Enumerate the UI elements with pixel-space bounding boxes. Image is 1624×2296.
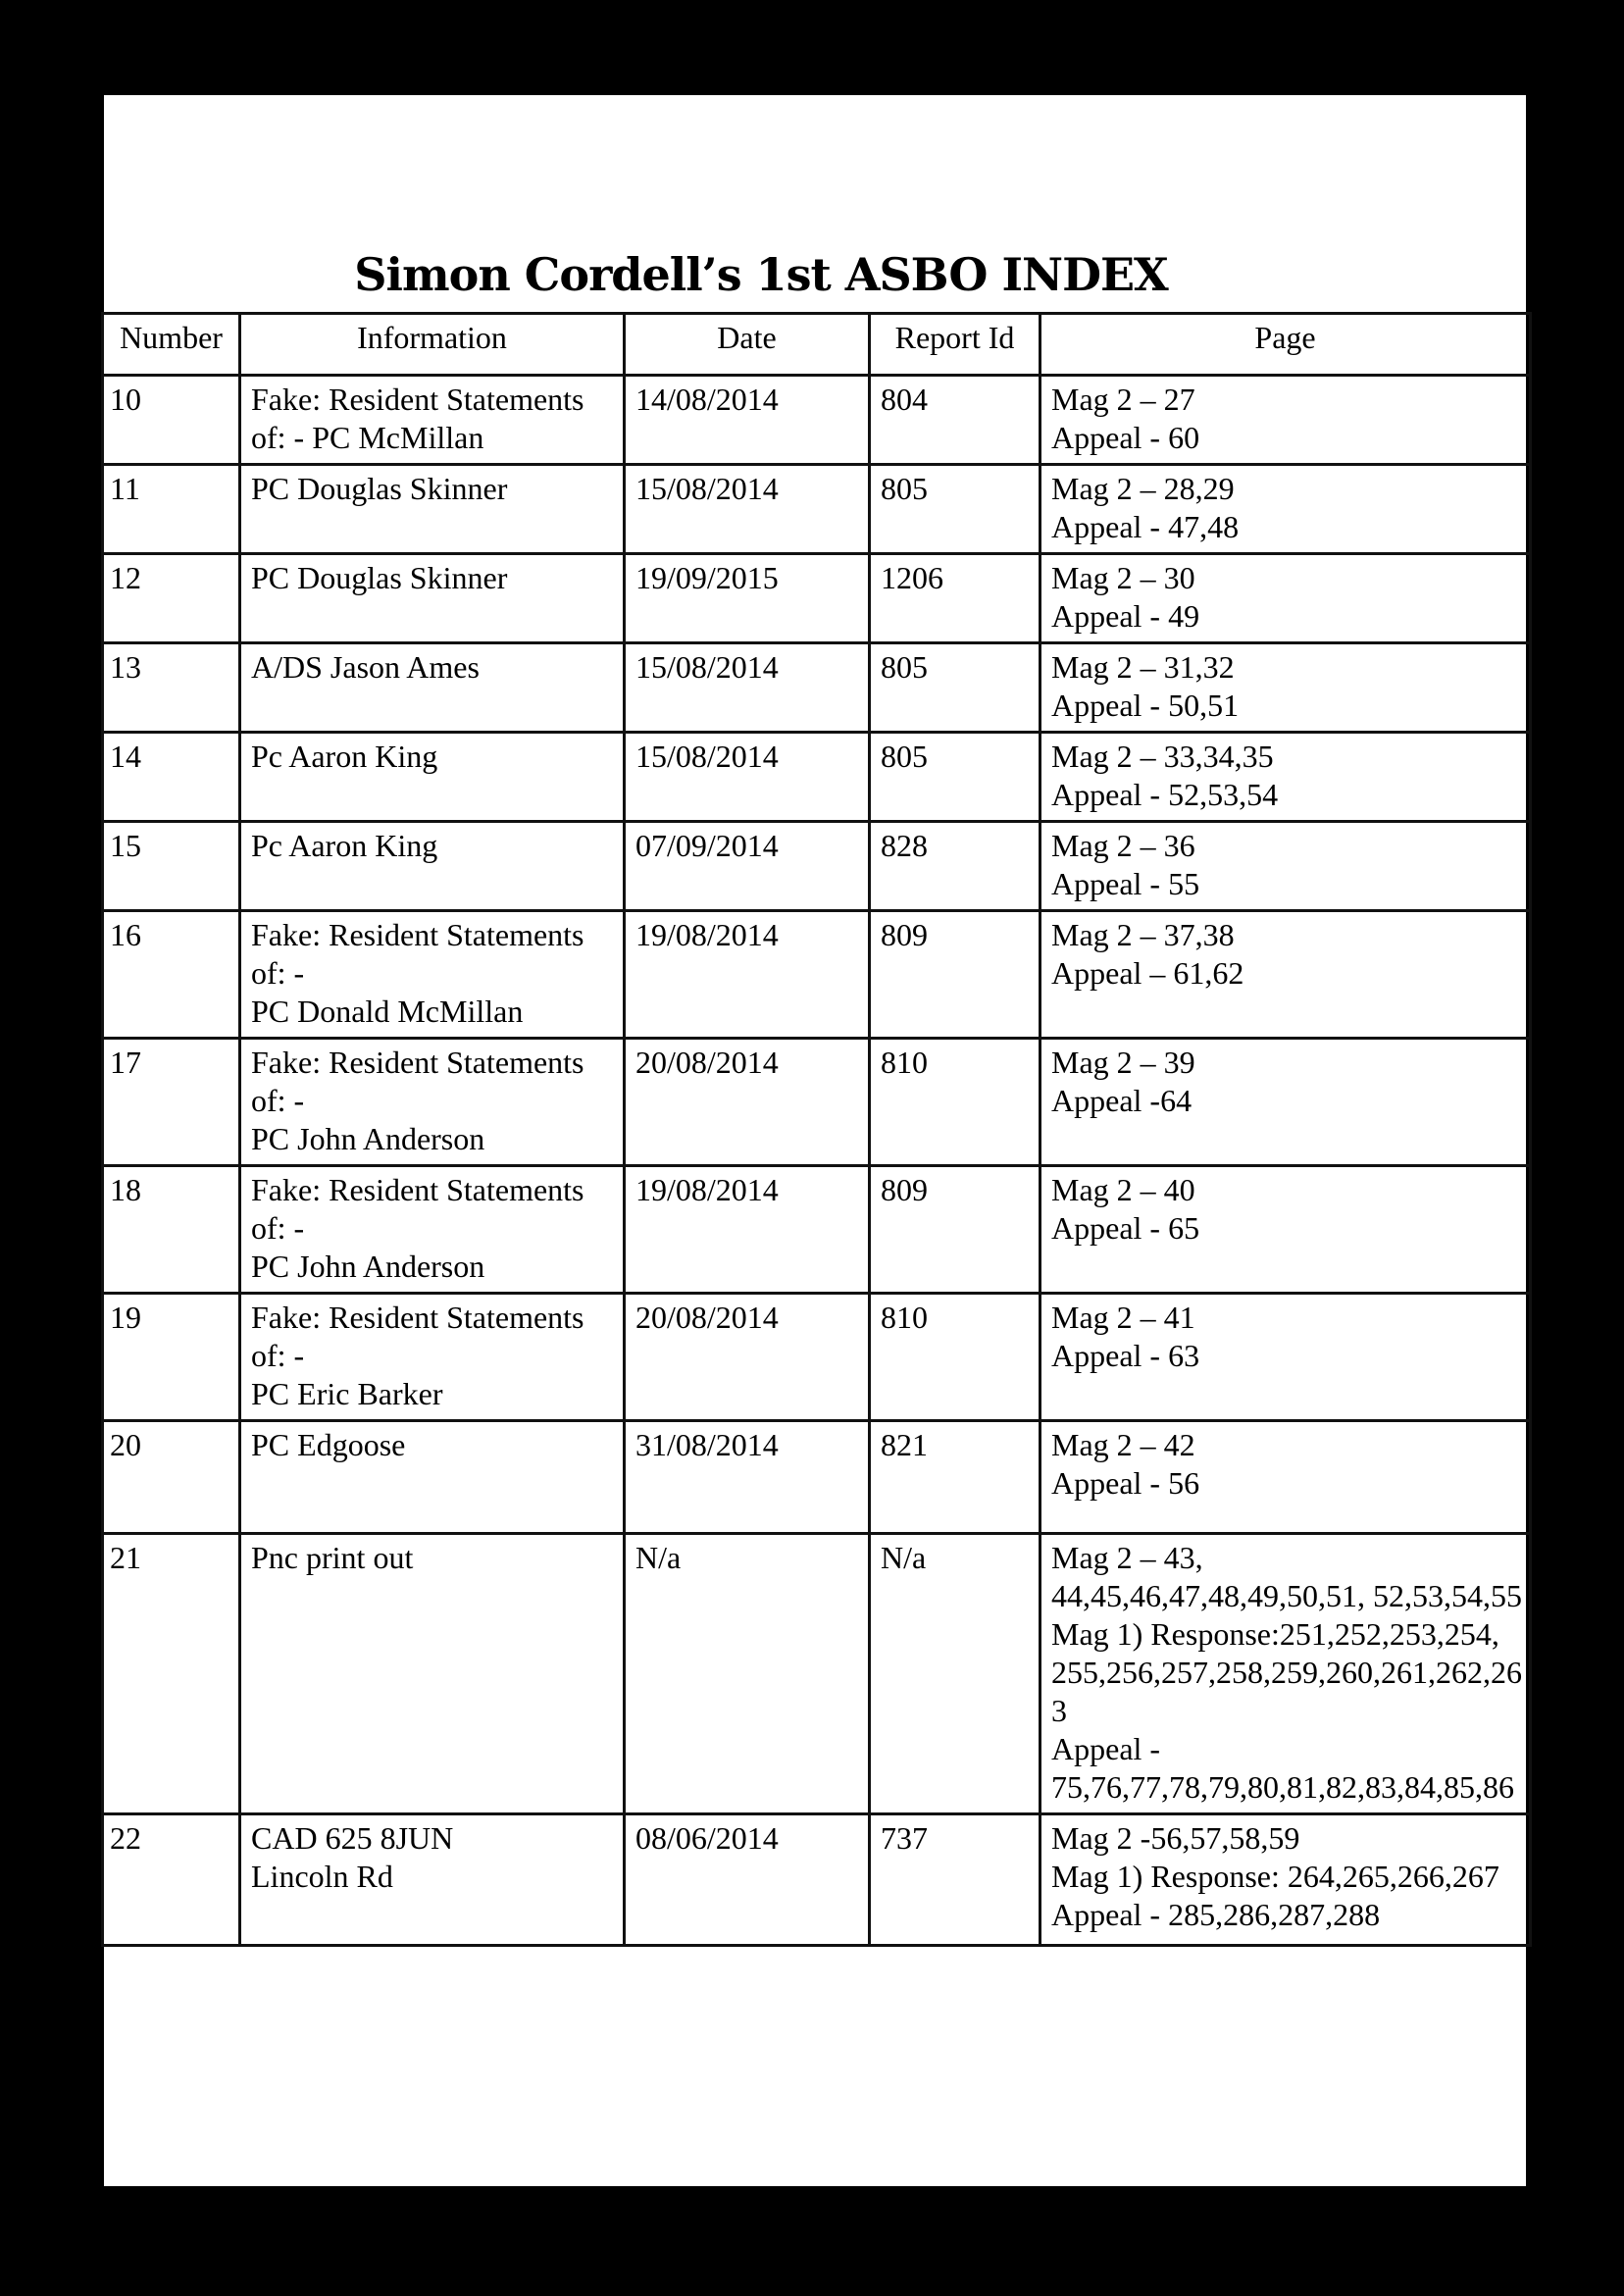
cell-page: [1040, 1039, 1531, 1166]
cell-information: [240, 1421, 625, 1534]
document-title: Simon Cordell’s 1st ASBO INDEX: [354, 248, 1168, 301]
cell-number: 15: [103, 822, 240, 911]
cell-report-id: 1206: [870, 554, 1040, 643]
cell-number: 18: [103, 1166, 240, 1294]
cell-report-id: 809: [870, 911, 1040, 1039]
cell-number: 13: [103, 643, 240, 733]
cell-line: Appeal - 49: [1051, 598, 1200, 634]
cell-number: 20: [103, 1421, 240, 1534]
cell-report-id: 805: [870, 643, 1040, 733]
cell-line: Appeal - 52,53,54: [1051, 777, 1279, 812]
column-header-information: Information: [240, 314, 625, 376]
cell-line: Fake: Resident Statements of: -: [251, 1300, 584, 1373]
cell-line: A/DS Jason Ames: [251, 649, 480, 685]
cell-number: 17: [103, 1039, 240, 1166]
cell-line: PC Donald McMillan: [251, 994, 524, 1029]
cell-line: Mag 2 – 30: [1051, 560, 1195, 595]
cell-line: Appeal - 60: [1051, 420, 1200, 455]
cell-date: 15/08/2014: [625, 643, 870, 733]
table-row: [103, 643, 1531, 733]
cell-date: 08/06/2014: [625, 1814, 870, 1946]
cell-page: [1040, 643, 1531, 733]
cell-line: Mag 2 – 37,38: [1051, 917, 1235, 952]
cell-line: PC John Anderson: [251, 1249, 485, 1284]
cell-line: Fake: Resident Statements of: -: [251, 1172, 584, 1246]
cell-page: [1040, 1294, 1531, 1421]
cell-report-id: 804: [870, 376, 1040, 465]
cell-line: Mag 1) Response: 264,265,266,267: [1051, 1859, 1499, 1894]
cell-number: 11: [103, 465, 240, 554]
table-row: [103, 376, 1531, 465]
cell-line: Appeal – 61,62: [1051, 955, 1244, 991]
cell-date: 14/08/2014: [625, 376, 870, 465]
cell-line: Mag 2 – 28,29: [1051, 471, 1235, 506]
cell-page: [1040, 1421, 1531, 1534]
cell-information: [240, 822, 625, 911]
cell-page: [1040, 822, 1531, 911]
column-header-number: Number: [103, 314, 240, 376]
cell-page: [1040, 1814, 1531, 1946]
cell-report-id: 737: [870, 1814, 1040, 1946]
cell-date: N/a: [625, 1534, 870, 1814]
document-page: [104, 95, 1526, 2186]
cell-page: [1040, 1534, 1531, 1814]
cell-line: Appeal - 285,286,287,288: [1051, 1897, 1381, 1932]
cell-report-id: 810: [870, 1039, 1040, 1166]
cell-number: 10: [103, 376, 240, 465]
cell-line: Appeal - 55: [1051, 866, 1200, 901]
cell-page: [1040, 733, 1531, 822]
cell-number: 12: [103, 554, 240, 643]
cell-line: Appeal -64: [1051, 1083, 1193, 1118]
cell-date: 20/08/2014: [625, 1039, 870, 1166]
cell-date: 19/09/2015: [625, 554, 870, 643]
cell-information: [240, 643, 625, 733]
cell-page: [1040, 1166, 1531, 1294]
table-row: [103, 554, 1531, 643]
cell-information: [240, 1039, 625, 1166]
cell-line: Appeal - 50,51: [1051, 688, 1240, 723]
cell-number: 19: [103, 1294, 240, 1421]
cell-information: [240, 1166, 625, 1294]
cell-number: 22: [103, 1814, 240, 1946]
cell-information: [240, 733, 625, 822]
table-row: [103, 822, 1531, 911]
cell-line: Mag 2 – 40: [1051, 1172, 1195, 1207]
cell-line: Fake: Resident Statements of: -: [251, 917, 584, 991]
cell-line: Mag 2 – 41: [1051, 1300, 1195, 1335]
cell-line: Fake: Resident Statements of: -: [251, 1045, 584, 1118]
cell-report-id: N/a: [870, 1534, 1040, 1814]
cell-information: [240, 465, 625, 554]
cell-line: PC Eric Barker: [251, 1376, 443, 1411]
cell-report-id: 828: [870, 822, 1040, 911]
cell-line: PC Edgoose: [251, 1427, 406, 1462]
cell-date: 20/08/2014: [625, 1294, 870, 1421]
cell-page: [1040, 911, 1531, 1039]
table-body: [103, 376, 1531, 1946]
cell-line: Mag 2 – 36: [1051, 828, 1195, 863]
cell-number: 16: [103, 911, 240, 1039]
cell-line: PC Douglas Skinner: [251, 471, 508, 506]
cell-line: Fake: Resident Statements of: - PC McMillan: [251, 382, 584, 455]
table-row: [103, 1814, 1531, 1946]
table-row: [103, 1294, 1531, 1421]
column-header-page: Page: [1040, 314, 1531, 376]
cell-report-id: 821: [870, 1421, 1040, 1534]
cell-number: 14: [103, 733, 240, 822]
cell-line: Pnc print out: [251, 1540, 414, 1575]
cell-date: 19/08/2014: [625, 911, 870, 1039]
cell-information: [240, 911, 625, 1039]
table-row: [103, 911, 1531, 1039]
cell-page: [1040, 465, 1531, 554]
cell-line: Mag 2 – 27: [1051, 382, 1195, 417]
table-row: [103, 1039, 1531, 1166]
cell-line: Appeal - 63: [1051, 1338, 1200, 1373]
cell-line: Mag 2 – 43, 44,45,46,47,48,49,50,51, 52,53,54,55: [1051, 1540, 1522, 1613]
cell-line: Appeal - 65: [1051, 1210, 1200, 1246]
cell-line: Mag 2 – 33,34,35: [1051, 739, 1274, 774]
cell-information: [240, 376, 625, 465]
column-header-date: Date: [625, 314, 870, 376]
cell-line: Pc Aaron King: [251, 739, 438, 774]
cell-line: PC John Anderson: [251, 1121, 485, 1156]
cell-information: [240, 554, 625, 643]
cell-number: 21: [103, 1534, 240, 1814]
cell-report-id: 810: [870, 1294, 1040, 1421]
cell-information: [240, 1814, 625, 1946]
cell-line: PC Douglas Skinner: [251, 560, 508, 595]
cell-page: [1040, 554, 1531, 643]
cell-report-id: 809: [870, 1166, 1040, 1294]
table-header-row: [103, 314, 1531, 376]
cell-date: 15/08/2014: [625, 733, 870, 822]
cell-line: Pc Aaron King: [251, 828, 438, 863]
cell-date: 15/08/2014: [625, 465, 870, 554]
cell-report-id: 805: [870, 465, 1040, 554]
cell-line: Appeal - 47,48: [1051, 509, 1240, 544]
cell-line: Mag 1) Response:251,252,253,254, 255,256,257,258,259,260,261,262,263: [1051, 1616, 1522, 1728]
cell-line: Mag 2 -56,57,58,59: [1051, 1820, 1300, 1856]
table-row: [103, 1534, 1531, 1814]
table-row: [103, 1421, 1531, 1534]
cell-line: Lincoln Rd: [251, 1859, 393, 1894]
cell-line: Mag 2 – 31,32: [1051, 649, 1235, 685]
table-row: [103, 733, 1531, 822]
table-row: [103, 465, 1531, 554]
cell-information: [240, 1534, 625, 1814]
cell-report-id: 805: [870, 733, 1040, 822]
cell-line: CAD 625 8JUN: [251, 1820, 454, 1856]
column-header-report-id: Report Id: [870, 314, 1040, 376]
asbo-index-table: [101, 312, 1532, 1947]
cell-information: [240, 1294, 625, 1421]
cell-line: Mag 2 – 42: [1051, 1427, 1195, 1462]
cell-line: Appeal - 75,76,77,78,79,80,81,82,83,84,85,86: [1051, 1731, 1514, 1805]
table-row: [103, 1166, 1531, 1294]
cell-line: Mag 2 – 39: [1051, 1045, 1195, 1080]
cell-date: 07/09/2014: [625, 822, 870, 911]
cell-line: Appeal - 56: [1051, 1465, 1200, 1501]
cell-date: 19/08/2014: [625, 1166, 870, 1294]
cell-date: 31/08/2014: [625, 1421, 870, 1534]
cell-page: [1040, 376, 1531, 465]
